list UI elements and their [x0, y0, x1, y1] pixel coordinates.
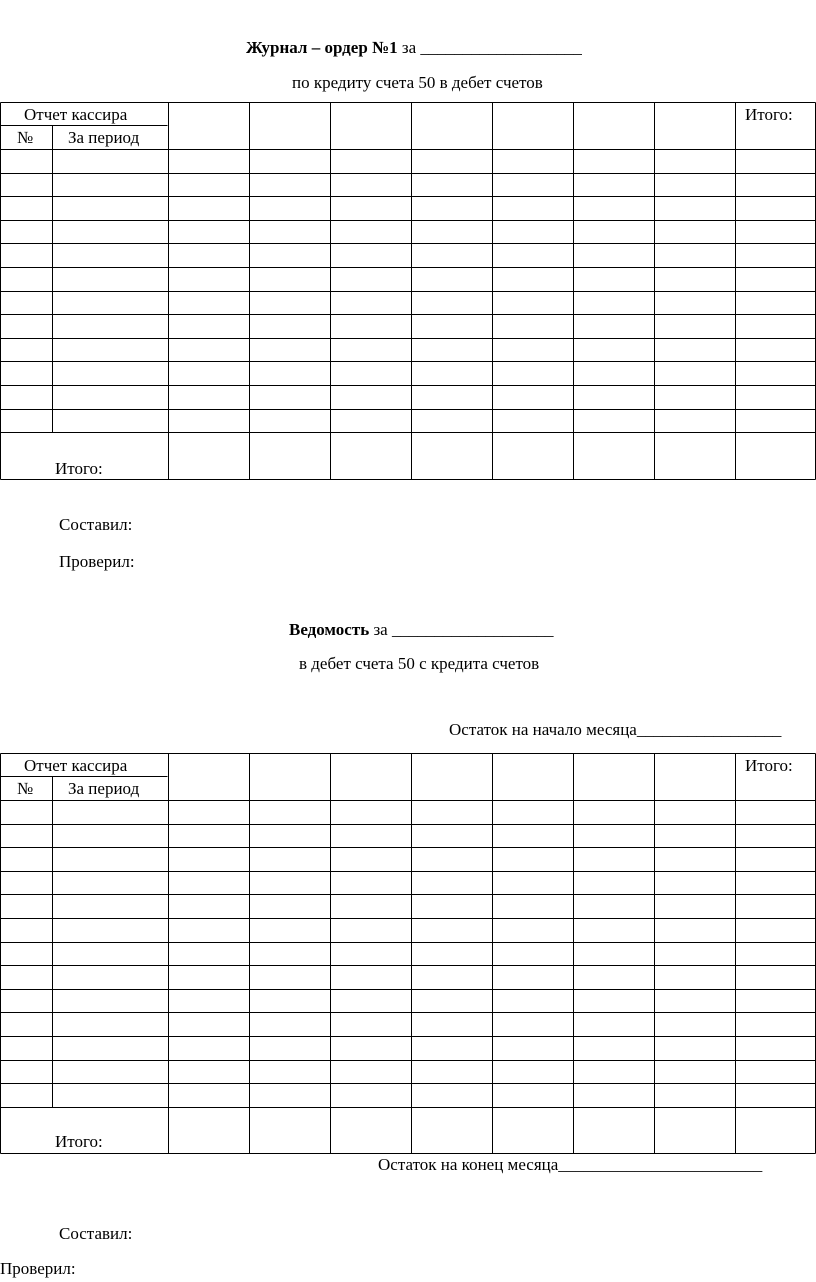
statement-checked-by: Проверил: — [0, 1259, 76, 1278]
journal-header-group: Отчет кассира — [24, 105, 128, 124]
statement-header-total: Итого: — [745, 756, 793, 775]
statement-title-bold: Ведомость — [289, 620, 370, 639]
journal-footer-total: Итого: — [55, 459, 103, 478]
journal-compiled-by: Составил: — [59, 515, 133, 534]
statement-header-period: За период — [68, 779, 140, 798]
statement-header-no: № — [17, 779, 34, 798]
journal-header-no: № — [17, 128, 34, 147]
journal-title-bold: Журнал – ордер №1 — [246, 38, 398, 57]
statement-title — [289, 620, 553, 640]
statement-table-grid — [0, 753, 816, 1154]
journal-header-period: За период — [68, 128, 140, 147]
journal-title — [246, 38, 582, 58]
statement-title-rest: за ___________________ — [369, 620, 554, 639]
statement-footer-total: Итого: — [55, 1132, 103, 1151]
journal-header-total: Итого: — [745, 105, 793, 124]
statement-table — [0, 753, 816, 1154]
statement-subtitle: в дебет счета 50 с кредита счетов — [299, 654, 540, 673]
statement-header-group: Отчет кассира — [24, 756, 128, 775]
journal-checked-by: Проверил: — [59, 552, 135, 571]
journal-table-grid — [0, 102, 816, 480]
statement-closing-balance: Остаток на конец месяца________________________ — [378, 1155, 763, 1174]
journal-title-rest: за ___________________ — [397, 38, 582, 57]
journal-table — [0, 102, 816, 480]
statement-opening-balance: Остаток на начало месяца_________________ — [449, 720, 782, 739]
statement-compiled-by: Составил: — [59, 1224, 133, 1243]
journal-subtitle: по кредиту счета 50 в дебет счетов — [292, 73, 543, 92]
